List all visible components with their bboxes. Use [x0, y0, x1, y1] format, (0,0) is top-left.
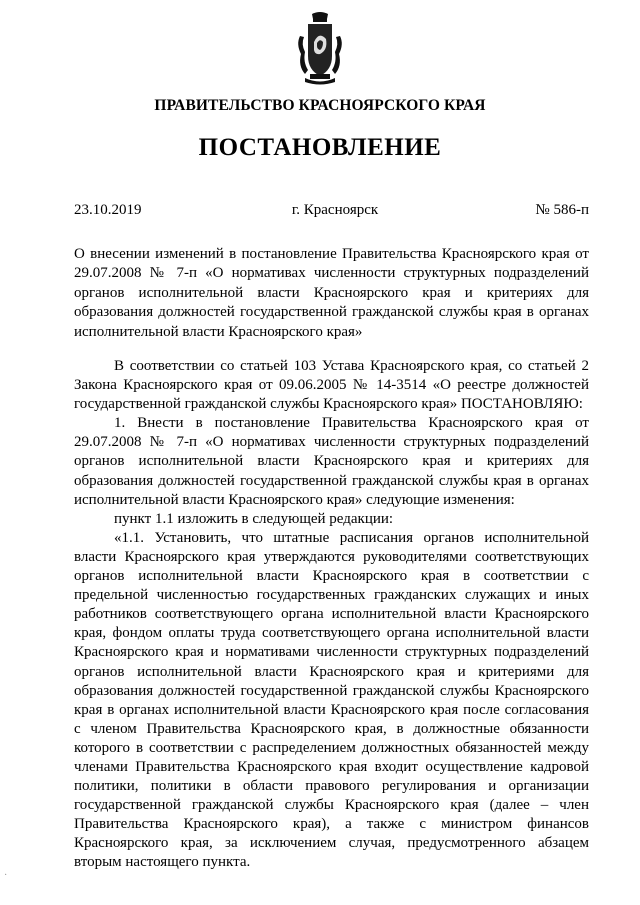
document-city: г. Красноярск [291, 202, 379, 218]
document-number: № 586-п [535, 202, 589, 218]
scan-mark: · [4, 870, 8, 881]
preamble-paragraph: В соответствии со статьей 103 Устава Красноярского края, со статьей 2 Закона Красноярского края от 09.06.2005 № 14-3514 «О реестре должностей государственной гражданской службы Красноярского края» ПОСТАНОВЛЯЮ: [74, 358, 589, 413]
organization-title: ПРАВИТЕЛЬСТВО КРАСНОЯРСКОГО КРАЯ [154, 97, 486, 114]
document-type-title: ПОСТАНОВЛЕНИЕ [198, 134, 442, 161]
document-body [74, 357, 589, 873]
document-date: 23.10.2019 [74, 202, 142, 218]
quoted-amendment-paragraph: «1.1. Установить, что штатные расписания органов исполнительной власти Красноярского края утверждаются руководителями соответствующих органов исполнительной власти Красноярского края в соответствии с предельной численностью государственных гражданских служащих и иных работников соответствующего органа исполнительной власти Красноярского края, фондом оплаты труда соответствующего органа исполнительной власти Красноярского края и нормативами численности структурных подразделений органов исполнительной власти Красноярского края и критериями для образования должностей государственной гражданской службы Красноярского края в органах исполнительной власти Красноярского края после согласования с членом Правительства Красноярского края, в должностные обязанности которого в соответствии с распределением должностных обязанностей между членами Правительства Красноярского края входит осуществление кадровой политики, политики в области правового регулирования и организации государственной гражданской службы Красноярского края (далее – член Правительства Красноярского края), а также с министром финансов Красноярского края, за исключением случая, предусмотренного абзацем вторым настоящего пункта. [74, 529, 589, 871]
item-1-sub-paragraph: пункт 1.1 изложить в следующей редакции: [114, 510, 394, 527]
document-subject: О внесении изменений в постановление Правительства Красноярского края от 29.07.2008 № 7-п «О нормативах численности структурных подразделений органов исполнительной власти Красноярского края и критериях для образования должностей государственной гражданской службы края в органах исполнительной власти Красноярского края» [74, 246, 589, 340]
item-1-paragraph: 1. Внести в постановление Правительства Красноярского края от 29.07.2008 № 7-п «О нормативах численности структурных подразделений органов исполнительной власти Красноярского края и критериях для образования должностей государственной гражданской службы края в органах исполнительной власти Красноярского края» следующие изменения: [74, 415, 589, 508]
krasnoyarsk-coat-of-arms-icon [295, 12, 345, 86]
